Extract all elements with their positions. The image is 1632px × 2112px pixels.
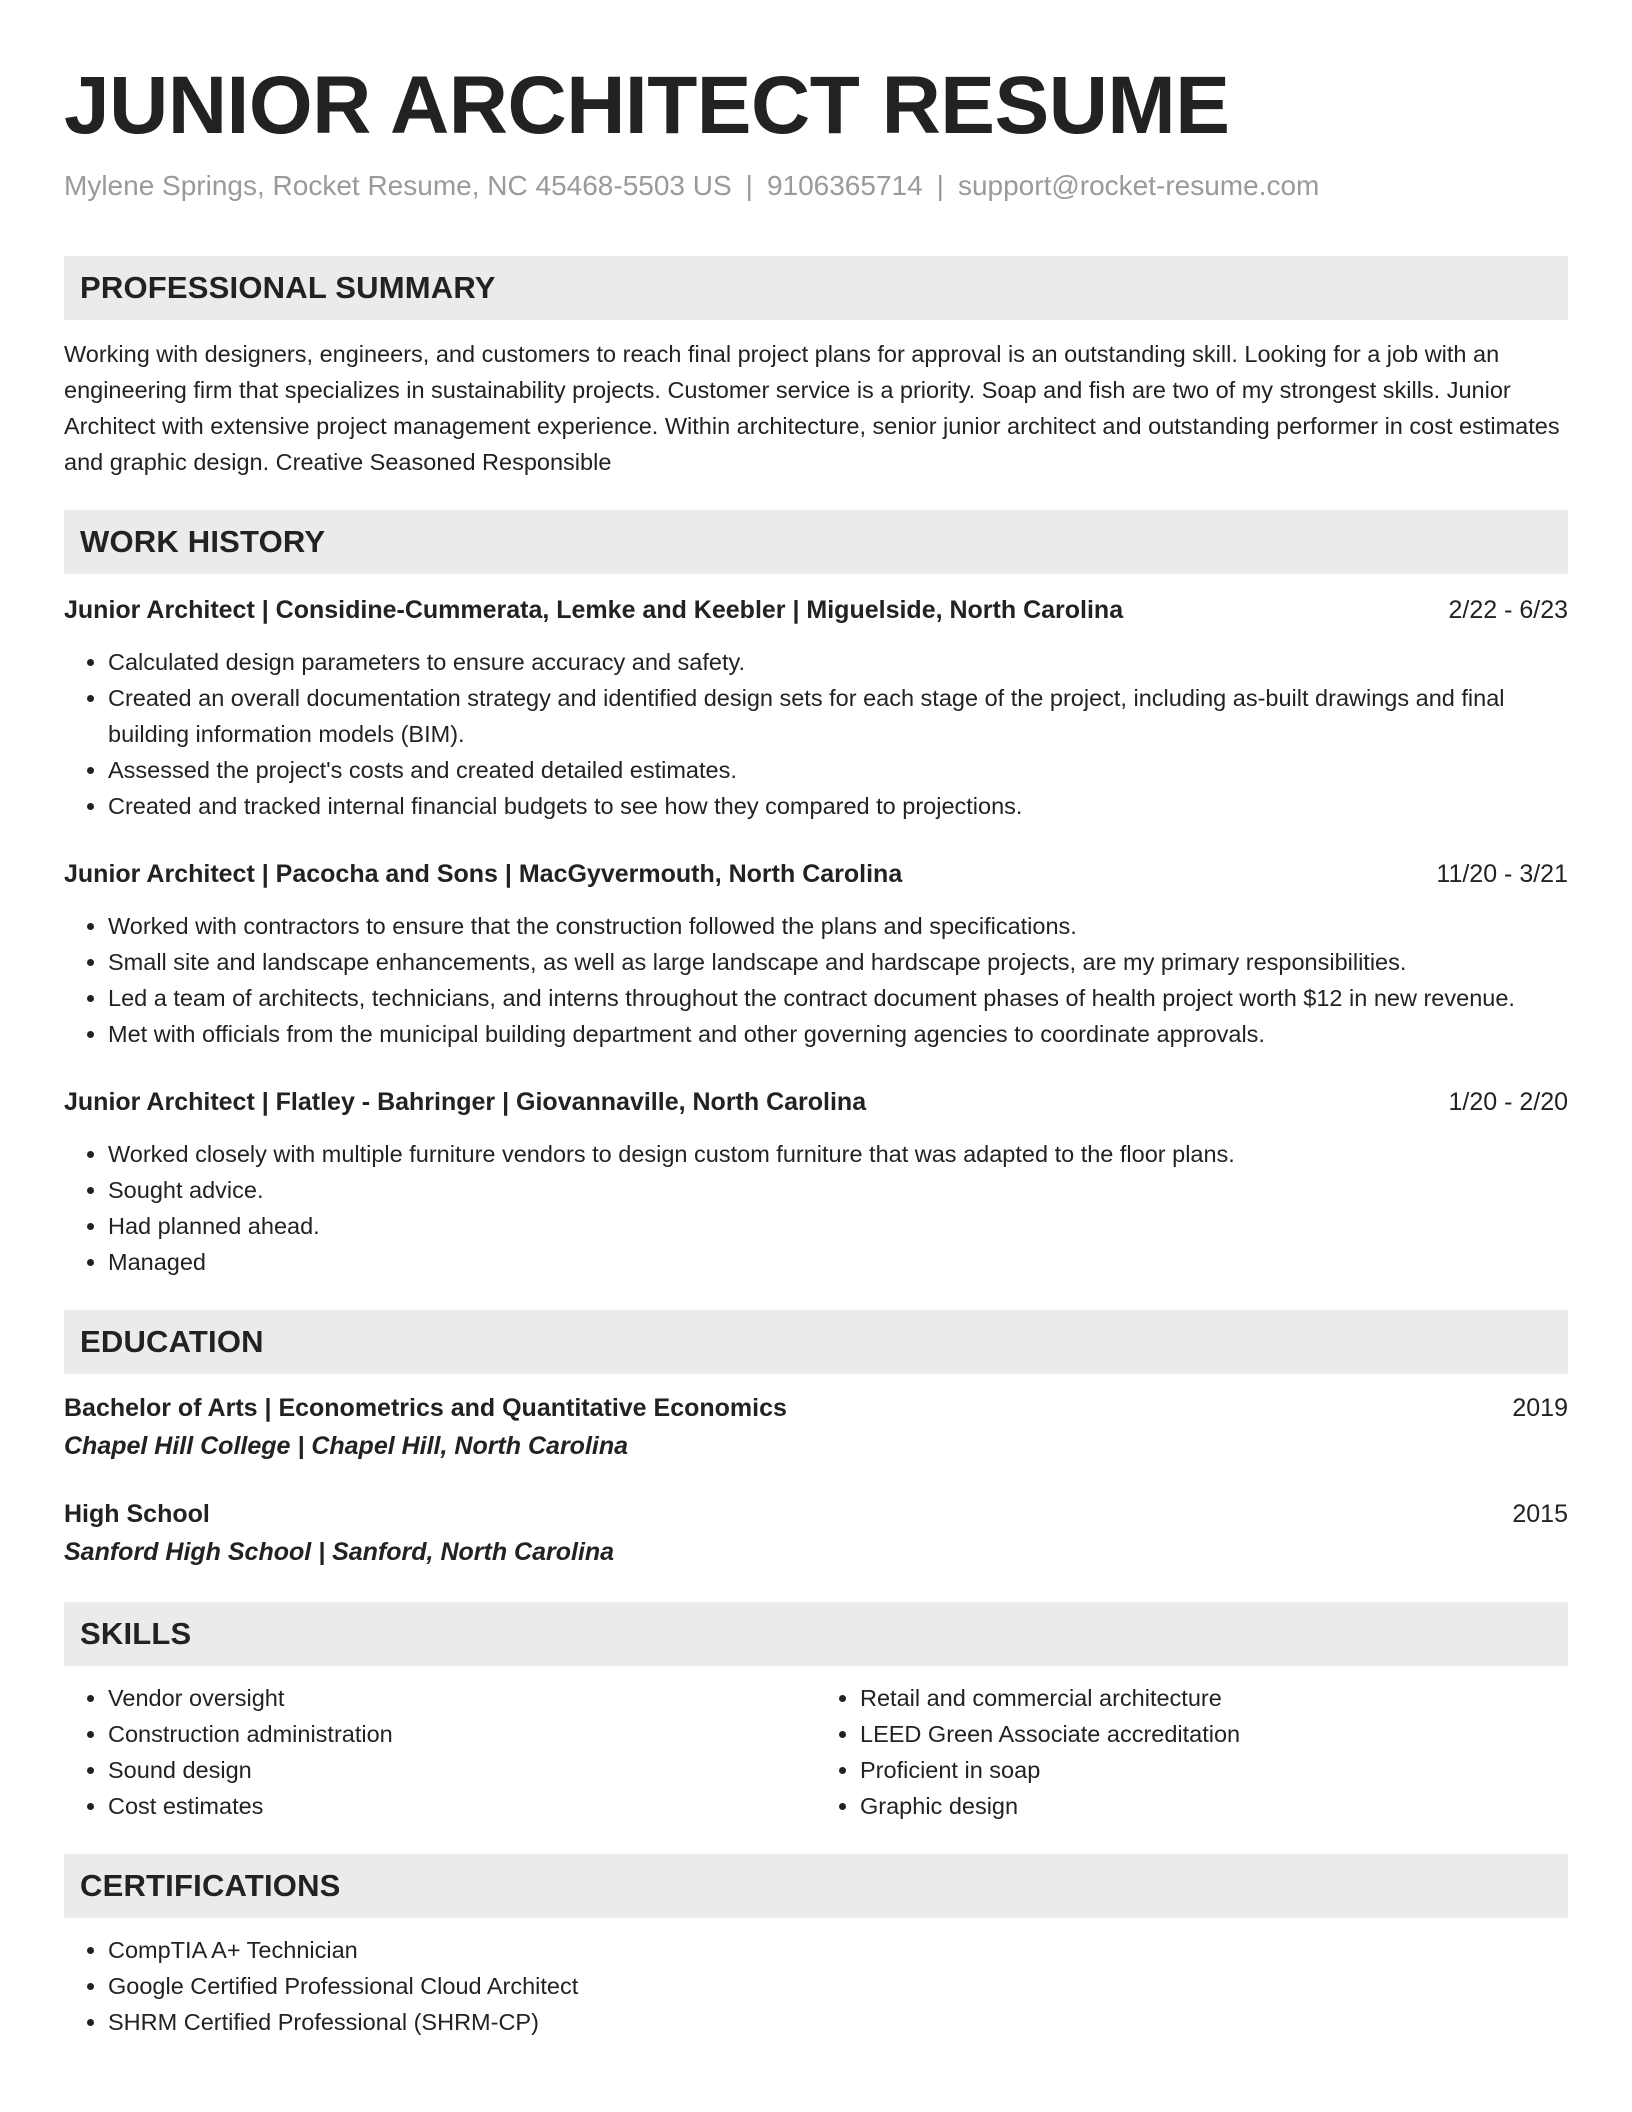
certification-item: • CompTIA A+ Technician bbox=[108, 1932, 1568, 1968]
education-entry bbox=[64, 1390, 1568, 1466]
job-entry bbox=[64, 592, 1568, 824]
job-title: Junior Architect | Considine-Cummerata, Lemke and Keebler | Miguelside, North Carolina bbox=[64, 596, 1124, 624]
job-bullet: • Small site and landscape enhancements, as well as large landscape and hardscape projects, are my primary responsibilities. bbox=[108, 944, 1568, 980]
job-bullets bbox=[64, 644, 1568, 824]
job-entry bbox=[64, 856, 1568, 1052]
job-dates: 1/20 - 2/20 bbox=[1448, 1088, 1568, 1116]
contact-phone: 9106365714 bbox=[766, 170, 923, 201]
certification-item: • SHRM Certified Professional (SHRM-CP) bbox=[108, 2004, 1568, 2040]
job-bullet: • Sought advice. bbox=[108, 1172, 1568, 1208]
job-title: Junior Architect | Flatley - Bahringer | Giovannaville, North Carolina bbox=[64, 1088, 867, 1116]
summary-text: Working with designers, engineers, and customers to reach final project plans for approval is an outstanding skill. Looking for a job with an engineering firm that specializes in sustainability projects. Customer service is a priority. Soap and fish are two of my strongest skills. Junior Architect with extensive project management experience. Within architecture, senior junior architect and outstanding performer in cost estimates and graphic design. Creative Seasoned Responsible bbox=[64, 341, 1560, 475]
job-bullets bbox=[64, 1136, 1568, 1280]
job-bullet: • Managed bbox=[108, 1244, 1568, 1280]
job-bullet: • Assessed the project's costs and created detailed estimates. bbox=[108, 752, 1568, 788]
skills-list bbox=[64, 1680, 1568, 1824]
job-bullet: • Calculated design parameters to ensure accuracy and safety. bbox=[108, 644, 1568, 680]
job-bullet: • Worked with contractors to ensure that the construction followed the plans and specifications. bbox=[108, 908, 1568, 944]
skill-item: • Construction administration bbox=[108, 1716, 816, 1752]
skill-item: • Retail and commercial architecture bbox=[860, 1680, 1568, 1716]
job-bullet: • Created an overall documentation strategy and identified design sets for each stage of the project, including as-built drawings and final building information models (BIM). bbox=[108, 680, 1568, 752]
school-name: Chapel Hill College | Chapel Hill, North Carolina bbox=[64, 1432, 629, 1460]
job-bullet: • Had planned ahead. bbox=[108, 1208, 1568, 1244]
skills-column-left bbox=[64, 1680, 816, 1824]
contact-separator: | bbox=[745, 170, 753, 201]
school-name: Sanford High School | Sanford, North Carolina bbox=[64, 1538, 615, 1566]
skills-column-right bbox=[816, 1680, 1568, 1824]
job-bullet: • Worked closely with multiple furniture vendors to design custom furniture that was adapted to the floor plans. bbox=[108, 1136, 1568, 1172]
job-bullet: • Led a team of architects, technicians, and interns throughout the contract document phases of health project worth $12 in new revenue. bbox=[108, 980, 1568, 1016]
education-list bbox=[64, 1390, 1568, 1572]
contact-line bbox=[64, 168, 1568, 204]
education-year: 2019 bbox=[1512, 1394, 1568, 1422]
job-entry bbox=[64, 1084, 1568, 1280]
certification-bullets bbox=[64, 1932, 1568, 2040]
skill-item: • Vendor oversight bbox=[108, 1680, 816, 1716]
work-history-list bbox=[64, 592, 1568, 1280]
job-dates: 11/20 - 3/21 bbox=[1436, 860, 1568, 888]
job-dates: 2/22 - 6/23 bbox=[1448, 596, 1568, 624]
skills-heading: SKILLS bbox=[64, 1602, 1568, 1666]
education-entry bbox=[64, 1496, 1568, 1572]
job-bullet: • Created and tracked internal financial budgets to see how they compared to projections. bbox=[108, 788, 1568, 824]
skill-item: • Proficient in soap bbox=[860, 1752, 1568, 1788]
work-history-heading: WORK HISTORY bbox=[64, 510, 1568, 574]
education-year: 2015 bbox=[1512, 1500, 1568, 1528]
skill-item: • LEED Green Associate accreditation bbox=[860, 1716, 1568, 1752]
education-heading: EDUCATION bbox=[64, 1310, 1568, 1374]
degree-title: Bachelor of Arts | Econometrics and Quantitative Economics bbox=[64, 1394, 787, 1422]
degree-title: High School bbox=[64, 1500, 210, 1528]
summary-heading: PROFESSIONAL SUMMARY bbox=[64, 256, 1568, 320]
contact-email: support@rocket-resume.com bbox=[957, 170, 1320, 201]
certification-item: • Google Certified Professional Cloud Architect bbox=[108, 1968, 1568, 2004]
skill-item: • Cost estimates bbox=[108, 1788, 816, 1824]
job-bullet: • Met with officials from the municipal building department and other governing agencies to coordinate approvals. bbox=[108, 1016, 1568, 1052]
certifications-heading: CERTIFICATIONS bbox=[64, 1854, 1568, 1918]
certifications-list bbox=[64, 1932, 1568, 2040]
resume-title: JUNIOR ARCHITECT RESUME bbox=[64, 60, 1230, 151]
skill-item: • Sound design bbox=[108, 1752, 816, 1788]
job-bullets bbox=[64, 908, 1568, 1052]
contact-address: Mylene Springs, Rocket Resume, NC 45468-5503 US bbox=[64, 170, 732, 201]
skill-item: • Graphic design bbox=[860, 1788, 1568, 1824]
contact-separator: | bbox=[936, 170, 944, 201]
job-title: Junior Architect | Pacocha and Sons | MacGyvermouth, North Carolina bbox=[64, 860, 903, 888]
